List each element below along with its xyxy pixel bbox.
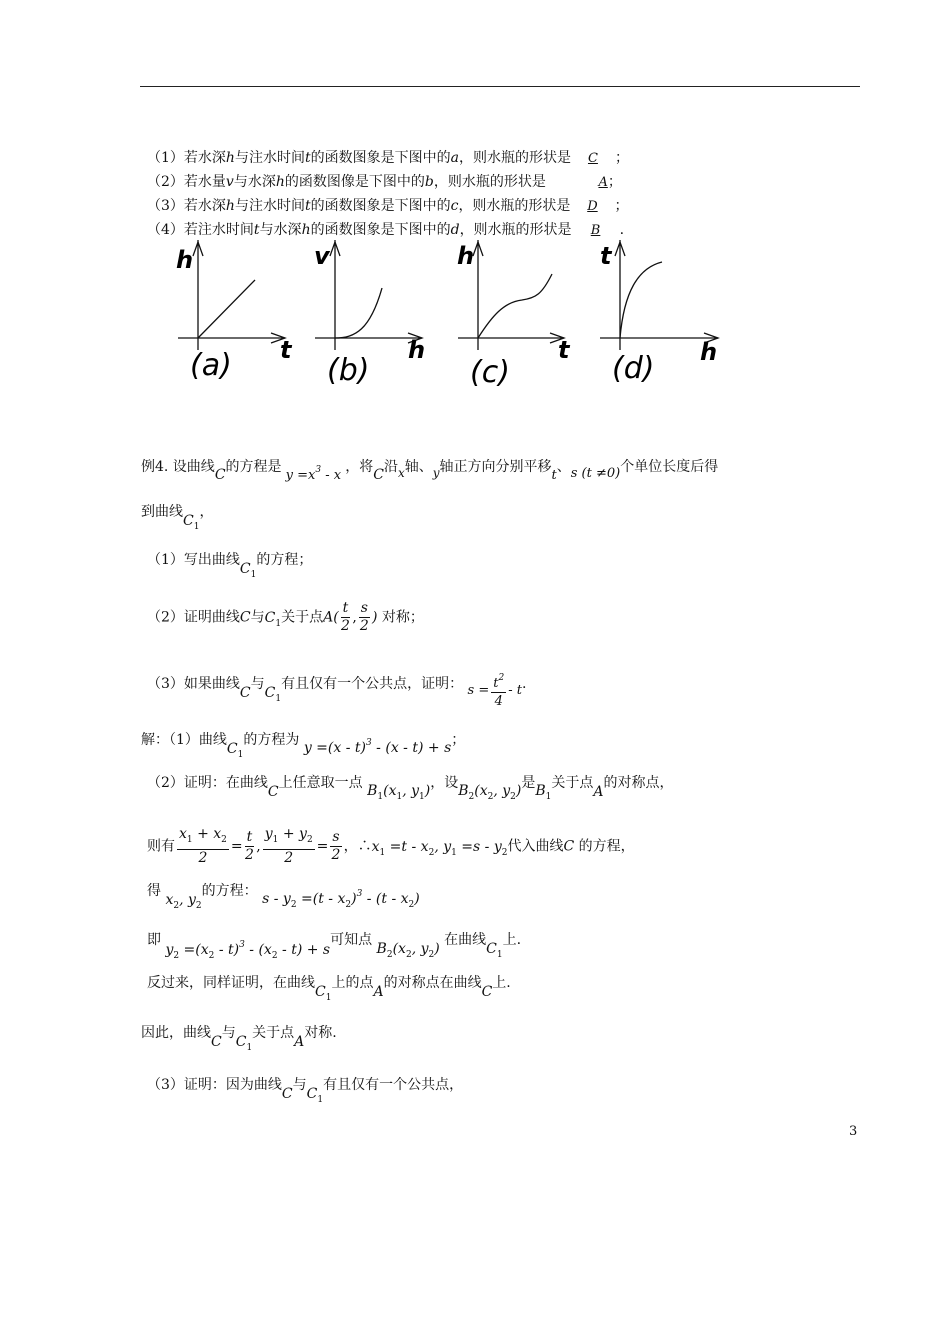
- question-1: （1）若水深h与注水时间t的函数图象是下图中的a，则水瓶的形状是 C ；: [147, 148, 629, 169]
- answer-blank: A: [598, 175, 608, 190]
- question-3: （3）若水深h与注水时间t的函数图象是下图中的c，则水瓶的形状是 D ；: [147, 196, 628, 217]
- curve: [198, 280, 255, 338]
- y-axis-label: h: [457, 242, 475, 270]
- header-rule: [140, 86, 860, 87]
- solution-2-result: 即 $y_2 =(x_2 - t)^3 - (x_2 - t) + s$可知点 $B_2(x_2$, $y_2$) 在曲线$C_1$上.: [147, 932, 522, 961]
- curve: [335, 288, 382, 338]
- answer-blank: C: [587, 151, 598, 166]
- page-number: 3: [849, 1124, 858, 1139]
- y-axis-label: h: [176, 246, 194, 274]
- graph-label: (d): [612, 351, 655, 386]
- graph-b: [314, 240, 425, 388]
- graph-label: (a): [190, 348, 232, 383]
- x-axis-label: h: [408, 336, 426, 364]
- graph-label: (c): [470, 355, 510, 390]
- y-axis-label: t: [600, 242, 612, 270]
- question-2: （2）若水量v与水深h的函数图像是下图中的b，则水瓶的形状是 A；: [147, 172, 622, 193]
- graph-d: [600, 240, 718, 386]
- curve: [620, 262, 662, 338]
- sub-question-3: （3）如果曲线C与$C_1$有且仅有一个公共点，证明： s = $\frac{t^2}{4}$ - t.: [147, 664, 526, 704]
- x-axis-label: h: [700, 338, 718, 366]
- example-4-statement: 例4. 设曲线C的方程是 $y =x^3 - x$ ，将C沿x轴、y轴正方向分别平移t、s (t ≠0)个单位长度后得: [141, 459, 719, 483]
- graph-label: (b): [327, 353, 370, 388]
- x-axis-label: t: [280, 336, 292, 364]
- graph-a: [176, 240, 293, 383]
- solution-2-intro: （2）证明：在曲线C上任意取一点 $B_1(x_1$, $y_1$)，设$B_2(x_2$, $y_2$)是$B_1$关于点A的对称点，: [147, 775, 674, 802]
- answer-blank: D: [587, 199, 598, 214]
- solution-3-intro: （3）证明：因为曲线C与$C_1$有且仅有一个公共点，: [147, 1077, 464, 1105]
- curve: [478, 274, 552, 338]
- solution-2-converse: 反过来，同样证明，在曲线$C_1$上的点A的对称点在曲线C上.: [147, 975, 511, 1003]
- function-graphs-figure: [160, 240, 760, 400]
- solution-2-conclusion: 因此，曲线C与$C_1$关于点A对称.: [141, 1025, 337, 1053]
- solution-2-equation: 得 $x_2$, $y_2$的方程： $s - y_2 =(t - x_2)^3 - (t - x_2)$: [147, 883, 420, 911]
- y-axis-label: v: [314, 242, 330, 270]
- solution-1: 解：（1）曲线$C_1$的方程为 y =(x - t)$^3$ - (x - t) + s；: [141, 732, 466, 760]
- x-axis-label: t: [558, 336, 570, 364]
- sub-question-1: （1）写出曲线$C_1$的方程；: [147, 552, 313, 580]
- answer-blank: B: [590, 223, 601, 238]
- example-4-statement-cont: 到曲线$C_1$，: [141, 504, 214, 532]
- graph-c: [457, 240, 571, 390]
- sub-question-2: （2）证明曲线C与$C_1$关于点A( $\frac{t}{2}$ , $\frac{s}{2}$ ) 对称；: [147, 600, 424, 634]
- solution-2-midpoint: 则有 $\frac{x_1 + x_2}{2}$ = $\frac{t}{2}$ , $\frac{y_1 + y_2}{2}$ = $\frac{s}{2}$ ，$\therefore x_1 =t - x_2$, $y_1 =s - y_2$代入曲线C 的方程，: [147, 826, 635, 866]
- question-4: （4）若注水时间t与水深h的函数图象是下图中的d，则水瓶的形状是 B .: [147, 220, 624, 241]
